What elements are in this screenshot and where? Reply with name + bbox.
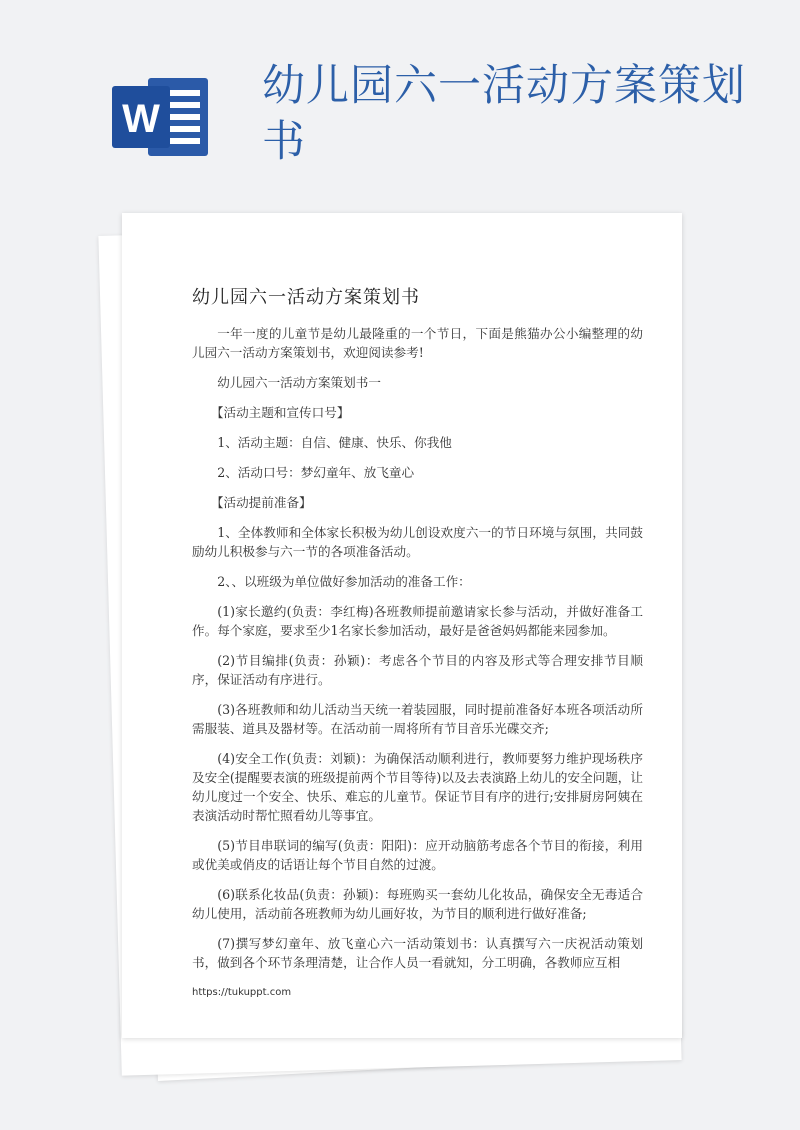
paragraph: (6)联系化妆品(负责：孙颖)：每班购买一套幼儿化妆品，确保安全无毒适合幼儿使用，活动前各班教师为幼儿画好妆，为节目的顺利进行做好准备;: [192, 887, 643, 921]
paragraph: (2)节目编排(负责：孙颖)：考虑各个节目的内容及形式等合理安排节目顺序，保证活动有序进行。: [192, 653, 643, 687]
section-heading: 【活动主题和宣传口号】: [210, 405, 350, 420]
paragraph: 幼儿园六一活动方案策划书一: [217, 375, 381, 390]
paragraph: 1、全体教师和全体家长积极为幼儿创设欢度六一的节日环境与氛围，共同鼓励幼儿积极参与六一节的各项准备活动。: [192, 525, 643, 559]
paragraph: (7)撰写梦幻童年、放飞童心六一活动策划书：认真撰写六一庆祝活动策划书，做到各个环节条理清楚，让合作人员一看就知，分工明确，各教师应互相: [192, 936, 643, 970]
document-title: 幼儿园六一活动方案策划书: [192, 287, 420, 308]
paragraph: 一年一度的儿童节是幼儿最隆重的一个节日，下面是熊猫办公小编整理的幼儿园六一活动方案策划书，欢迎阅读参考!: [192, 326, 643, 360]
paragraph: 2、活动口号：梦幻童年、放飞童心: [217, 465, 415, 480]
paragraph: (1)家长邀约(负责：李红梅)各班教师提前邀请家长参与活动，并做好准备工作。每个家庭，要求至少1名家长参加活动，最好是爸爸妈妈都能来园参加。: [192, 604, 643, 638]
footer-url: https://tukuppt.com: [192, 987, 292, 998]
paragraph: 1、活动主题：自信、健康、快乐、你我他: [217, 435, 452, 450]
paragraph: 2、、以班级为单位做好参加活动的准备工作：: [217, 574, 471, 589]
word-letter: W: [122, 97, 160, 141]
document-page: [122, 213, 682, 1038]
paragraph: (5)节目串联词的编写(负责：阳阳)：应开动脑筋考虑各个节目的衔接，利用或优美或俏皮的话语让每个节目自然的过渡。: [192, 838, 643, 872]
paragraph: (4)安全工作(负责：刘颖)：为确保活动顺利进行，教师要努力维护现场秩序及安全(提醒要表演的班级提前两个节目等待)以及去表演路上幼儿的安全问题，让幼儿度过一个安全、快乐、难忘的儿童节。保证节目有序的进行;安排厨房阿姨在表演活动时帮忙照看幼儿等事宜。: [192, 751, 643, 823]
paragraph: (3)各班教师和幼儿活动当天统一着装园服，同时提前准备好本班各项活动所需服装、道具及器材等。在活动前一周将所有节目音乐光碟交齐;: [192, 702, 643, 736]
document-body: [192, 324, 643, 983]
page-title: 幼儿园六一活动方案策划书: [262, 61, 746, 167]
section-heading: 【活动提前准备】: [210, 495, 312, 510]
word-document-icon: [112, 72, 212, 162]
